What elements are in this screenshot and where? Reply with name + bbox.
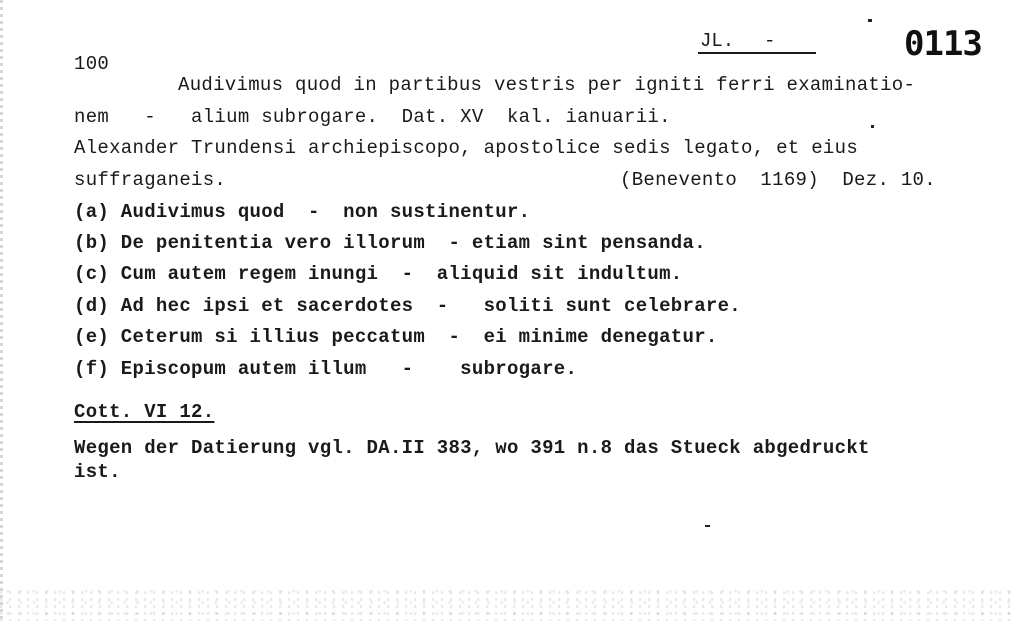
incipit-line-1: Audivimus quod in partibus vestris per igniti ferri examinatio- <box>178 74 916 96</box>
page-number: 100 <box>74 53 110 75</box>
source-reference: Cott. VI 12. <box>74 401 215 423</box>
place-date: (Benevento 1169) Dez. 10. <box>620 169 936 191</box>
section-line: (a) Audivimus quod - non sustinentur. <box>74 201 531 223</box>
jl-label: JL. <box>700 30 735 52</box>
scan-edge <box>0 0 3 621</box>
jl-dash: - <box>764 30 776 52</box>
note-line-2: ist. <box>74 461 121 483</box>
section-line: (b) De penitentia vero illorum - etiam sint pensanda. <box>74 232 706 254</box>
scan-speck <box>705 525 710 527</box>
scan-speck <box>871 125 874 128</box>
address-line-2: suffraganeis. <box>74 169 227 191</box>
note-line-1: Wegen der Datierung vgl. DA.II 383, wo 391 n.8 das Stueck abgedruckt <box>74 437 870 459</box>
section-line: (c) Cum autem regem inungi - aliquid sit indultum. <box>74 263 683 285</box>
scan-speck <box>868 19 872 22</box>
address-line-1: Alexander Trundensi archiepiscopo, apostolice sedis legato, et eius <box>74 137 859 159</box>
section-line: (d) Ad hec ipsi et sacerdotes - soliti sunt celebrare. <box>74 295 742 317</box>
incipit-line-2: nem - alium subrogare. Dat. XV kal. ianuarii. <box>74 106 671 128</box>
section-line: (e) Ceterum si illius peccatum - ei minime denegatur. <box>74 326 718 348</box>
jl-underline <box>698 52 816 54</box>
section-line: (f) Episcopum autem illum - subrogare. <box>74 358 578 380</box>
card-number: 0113 <box>904 24 982 64</box>
scan-noise <box>0 587 1012 621</box>
